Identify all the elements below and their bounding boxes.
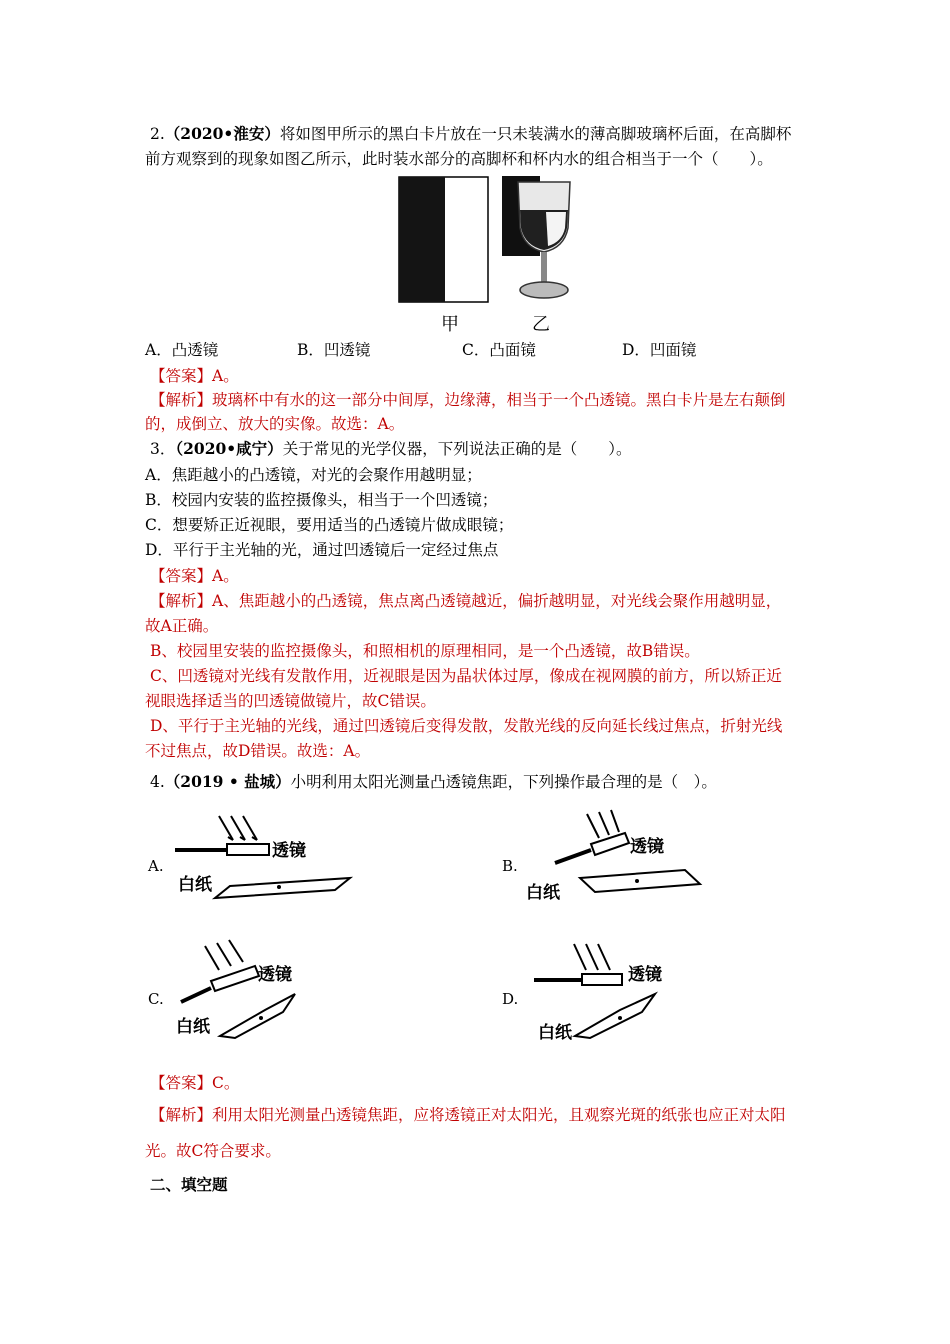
q4-label-c: C. <box>148 990 164 1008</box>
q2-figure-goblet <box>502 176 584 304</box>
q4-d-lens-text: 透镜 <box>628 965 662 985</box>
q2-figure-card <box>398 176 490 304</box>
ray <box>219 816 233 840</box>
paper <box>580 870 700 892</box>
q4-analysis-1: 【解析】利用太阳光测量凸透镜焦距，应将透镜正对太阳光，且观察光斑的纸张也应正对太阳 <box>150 1106 786 1124</box>
q2-number: 2. <box>150 125 165 143</box>
card-black-half <box>399 177 445 302</box>
q2-option-b: B．凹透镜 <box>297 341 371 359</box>
q3-analysis-a1: 【解析】A、焦距越小的凸透镜，焦点离凸透镜越近，偏折越明显，对光线会聚作用越明显， <box>150 592 782 610</box>
lens <box>582 974 622 985</box>
ray <box>599 812 609 835</box>
ray <box>574 944 586 970</box>
ray <box>205 946 219 970</box>
caption-yi: 乙 <box>532 314 550 335</box>
q3-option-c: C．想要矫正近视眼，要用适当的凸透镜片做成眼镜； <box>145 516 514 534</box>
q3-answer: 【答案】A。 <box>150 567 239 585</box>
q3-analysis-a2: 故A正确。 <box>145 617 219 635</box>
ray <box>587 814 599 838</box>
q4-a-lens-text: 透镜 <box>272 841 306 861</box>
q4-label-d: D. <box>502 990 519 1008</box>
ray <box>586 944 598 970</box>
ray <box>611 810 619 832</box>
section-heading: 二、填空题 <box>150 1175 228 1194</box>
goblet-stem <box>541 252 547 282</box>
q2-source: （2020•淮安） <box>164 124 280 143</box>
q4-b-paper-text: 白纸 <box>526 883 560 903</box>
light-spot <box>277 885 281 889</box>
q3-option-a: A．焦距越小的凸透镜，对光的会聚作用越明显； <box>145 466 482 484</box>
q2-line2: 前方观察到的现象如图乙所示，此时装水部分的高脚杯和杯内水的组合相当于一个（ ）。 <box>145 150 773 168</box>
q2-answer: 【答案】A。 <box>150 367 239 385</box>
q4-answer: 【答案】C。 <box>150 1074 240 1092</box>
q2-line1 <box>150 124 791 144</box>
lens <box>227 844 269 855</box>
ray <box>243 816 257 840</box>
paper <box>575 994 655 1038</box>
q4-analysis-2: 光。故C符合要求。 <box>145 1142 281 1160</box>
q2-analysis-1: 【解析】玻璃杯中有水的这一部分中间厚，边缘薄，相当于一个凸透镜。黑白卡片是左右颠倒 <box>150 391 786 409</box>
q2-stem-1: 将如图甲所示的黑白卡片放在一只未装满水的薄高脚玻璃杯后面，在高脚杯 <box>279 125 792 143</box>
ray <box>231 816 245 840</box>
q3-analysis-d1: D、平行于主光轴的光线，通过凹透镜后变得发散，发散光线的反向延长线过焦点，折射光线 <box>150 717 783 735</box>
ray <box>217 943 231 966</box>
q3-analysis-c2: 视眼选择适当的凹透镜做镜片，故C错误。 <box>145 692 436 710</box>
q3-option-d: D．平行于主光轴的光，通过凹透镜后一定经过焦点 <box>145 541 499 559</box>
ray <box>229 940 243 962</box>
q4-a-paper-text: 白纸 <box>178 875 212 895</box>
lens-handle <box>181 988 211 1002</box>
q2-option-a: A．凸透镜 <box>145 341 219 359</box>
q2-analysis-2: 的，成倒立、放大的实像。故选：A。 <box>145 415 405 433</box>
q3-option-b: B．校园内安装的监控摄像头，相当于一个凹透镜； <box>145 491 498 509</box>
q4-c-lens-text: 透镜 <box>258 965 292 985</box>
q4-label-a: A. <box>148 857 164 875</box>
lens-handle <box>555 850 591 863</box>
light-spot <box>259 1016 263 1020</box>
q3-analysis-b: B、校园里安装的监控摄像头，和照相机的原理相同，是一个凸透镜，故B错误。 <box>150 642 700 660</box>
paper <box>215 878 350 898</box>
q4-b-lens-text: 透镜 <box>630 837 664 857</box>
q3-stem: 3．（2020•咸宁）关于常见的光学仪器，下列说法正确的是（ ）。 <box>150 439 632 458</box>
lens <box>591 833 629 855</box>
q4-label-b: B. <box>502 857 518 875</box>
q3-analysis-d2: 不过焦点，故D错误。故选：A。 <box>145 742 371 760</box>
q4-c-paper-text: 白纸 <box>176 1017 210 1037</box>
paper <box>220 994 295 1038</box>
caption-jia: 甲 <box>441 314 459 335</box>
light-spot <box>635 879 639 883</box>
q3-analysis-c1: C、凹透镜对光线有发散作用，近视眼是因为晶状体过厚，像成在视网膜的前方，所以矫正近 <box>150 667 782 685</box>
q4-d-paper-text: 白纸 <box>538 1023 572 1043</box>
q2-option-c: C．凸面镜 <box>462 341 536 359</box>
ray <box>598 944 610 970</box>
q2-option-d: D．凹面镜 <box>622 341 697 359</box>
q4-stem: 4.（2019 • 盐城）小明利用太阳光测量凸透镜焦距，下列操作最合理的是（ ）。 <box>150 772 717 791</box>
goblet-base <box>520 282 568 298</box>
light-spot <box>618 1016 622 1020</box>
